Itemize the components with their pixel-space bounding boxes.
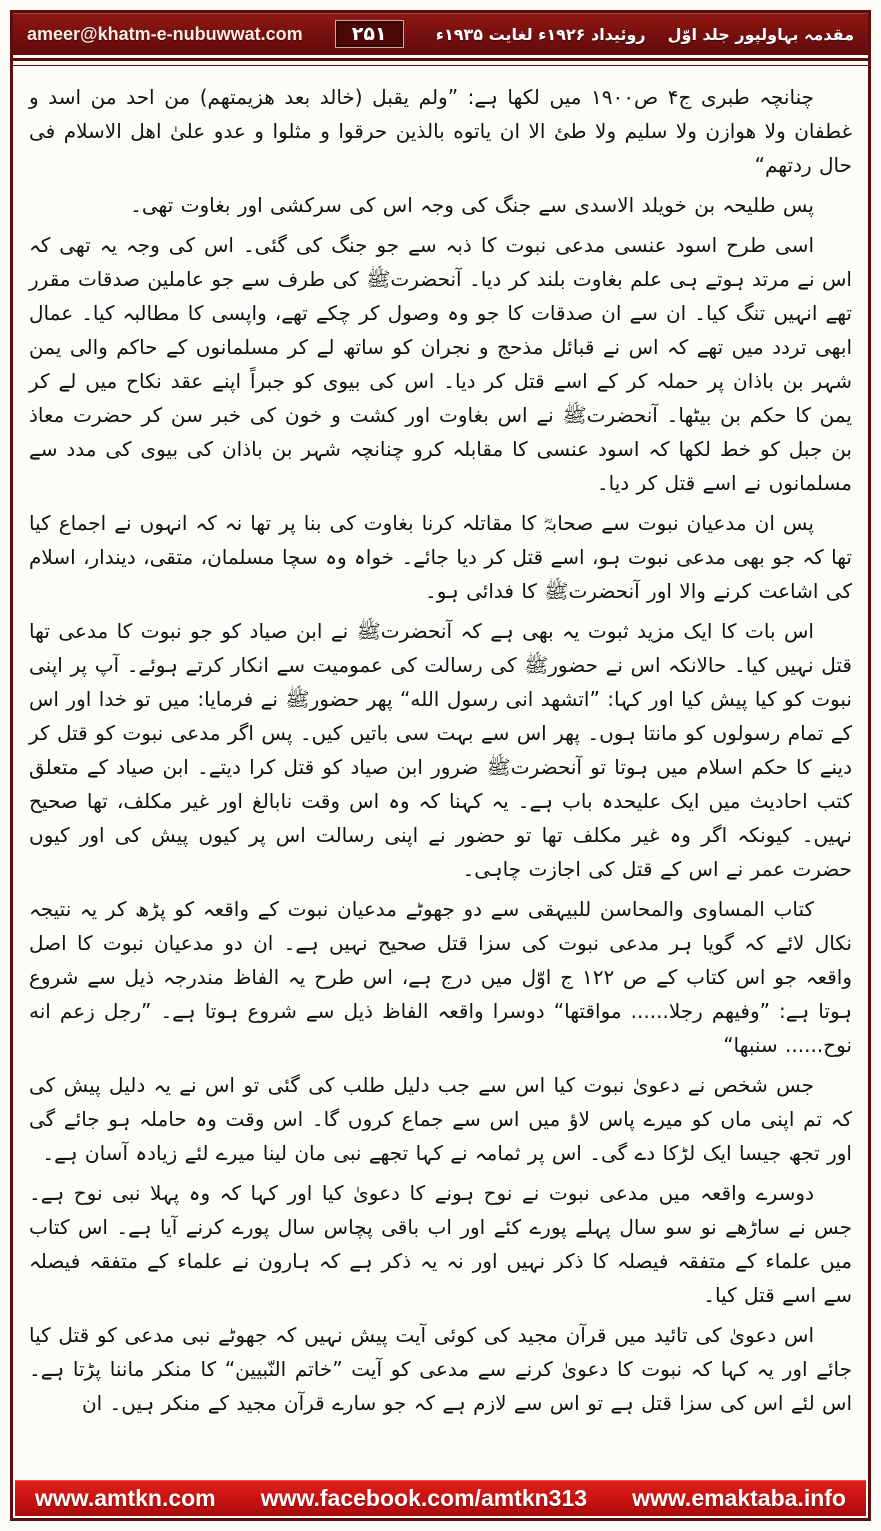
header-right-group [418, 25, 854, 44]
paragraph: اس دعویٰ کی تائید میں قرآن مجید کی کوئی آیت پیش نہیں کہ جھوٹے نبی مدعی کو قتل کیا جائے اور یہ کہا کہ نبوت کا دعویٰ کرنے سے مدعی کو آیت ”خاتم النّبیین“ کا منکر ماننا پڑتا ہے۔ اس لئے اس کی سزا قتل ہے تو اس سے لازم ہے کہ جو سارے قرآن مجید کے منکر ہیں۔ ان [29, 1323, 852, 1415]
paragraph: دوسرے واقعہ میں مدعی نبوت نے نوح ہونے کا دعویٰ کیا اور کہا کہ وہ پہلا نبی نوح ہے۔ جس نے ساڑھے نو سو سال پہلے پورے کئے اور اب باقی پچاس سال پورے کرنے آیا ہے۔ اس کتاب میں علماء کے متفقہ فیصلہ کا ذکر نہیں اور نہ یہ ذکر ہے کہ ہارون نے علماء کے متفقہ فیصلہ سے اسے قتل کیا۔ [29, 1181, 852, 1307]
paragraph: چنانچہ طبری ج۴ ص۱۹۰۰ میں لکھا ہے: ”ولم یقبل (خالد بعد هزیمتهم) من احد من اسد و غطفان ولا هوازن ولا سلیم ولا طئ الا ان یاتوه بالذین حرقوا و مثلوا و عدو علیٰ اهل الاسلام فی حال ردتهم“ [29, 85, 852, 177]
header-date-range: روئیداد ۱۹۲۶ء لغایت ۱۹۳۵ء [435, 24, 646, 44]
paragraph: جس شخص نے دعویٰ نبوت کیا اس سے جب دلیل طلب کی گئی تو اس نے یہ دلیل پیش کی کہ تم اپنی ماں کو میرے پاس لاؤ میں اس سے جماع کروں گا۔ اس وقت وہ حاملہ ہو جائے گی اور تجھ جیسا ایک لڑکا دے گی۔ اس پر ثمامہ نے کہا تجھے نبی مان لینا میرے لئے زیادہ آسان ہے۔ [29, 1073, 852, 1165]
header-email: ameer@khatm-e-nubuwwat.com [27, 23, 303, 44]
footer-link-amtkn: www.amtkn.com [35, 1484, 216, 1511]
header-bar [13, 13, 868, 55]
paragraph: پس طلیحہ بن خویلد الاسدی سے جنگ کی وجہ اس کی سرکشی اور بغاوت تھی۔ [130, 193, 814, 217]
paragraph: کتاب المساوی والمحاسن للبیہقی سے دو جھوٹے مدعیان نبوت کے واقعہ کو پڑھ کر یہ نتیجہ نکال لائے کہ گویا ہر مدعی نبوت کی سزا قتل صحیح نہیں ہے۔ ان دو مدعیان نبوت کا اصل واقعہ جو اس کتاب کے ص ۱۲۲ ج اوّل میں درج ہے، اس طرح یہ الفاظ مندرجہ ذیل سے شروع ہوتا ہے: ”وفیهم رجلا...... مواقتها“ دوسرا واقعہ الفاظ ذیل سے شروع ہوتا ہے۔ ”رجل زعم انه نوح...... سنبها“ [29, 897, 852, 1057]
footer-bar [15, 1480, 866, 1516]
footer-link-emaktaba: www.emaktaba.info [632, 1484, 846, 1511]
body-text [13, 66, 868, 1476]
body-paragraphs [29, 80, 852, 1420]
paragraph: پس ان مدعیان نبوت سے صحابہؓ کا مقاتلہ کرنا بغاوت کی بنا پر تھا نہ کہ انہوں نے اجماع کیا تھا کہ جو بھی مدعی نبوت ہو، اسے قتل کر دیا جائے۔ خواہ وہ سچا مسلمان، متقی، دیندار، اسلام کی اشاعت کرنے والا اور آنحضرتﷺ کا فدائی ہو۔ [29, 511, 852, 603]
page-border-frame [10, 10, 871, 1521]
page-number-badge: ۲۵۱ [335, 20, 404, 48]
paragraph: اسی طرح اسود عنسی مدعی نبوت کا ذبہ سے جو جنگ کی گئی۔ اس کی وجہ یہ تھی کہ اس نے مرتد ہوتے ہی علم بغاوت بلند کر دیا۔ آنحضرتﷺ کی طرف سے جو عاملین صدقات مقرر تھے انہیں تنگ کیا۔ ان سے ان صدقات کا جو وہ وصول کر چکے تھے، واپسی کا مطالبہ کیا۔ عمال ابھی تردد میں تھے کہ اس نے قبائل مذحج و نجران کو ساتھ لے کر مسلمانوں کے حاکم والی یمن شہر بن باذان پر حملہ کر کے اسے قتل کر دیا۔ اس کی بیوی کو جبراً اپنے عقد نکاح میں لے کر یمن کا حکم بن بیٹھا۔ آنحضرتﷺ نے اس بغاوت اور کشت و خون کی خبر سن کر حضرت معاذ بن جبل کو خط لکھا کہ اسود عنسی کا مقابلہ کرو چنانچہ شہر بن باذان کی بیوی کی مدد سے مسلمانوں نے اسے قتل کر دیا۔ [29, 233, 852, 495]
footer-link-facebook: www.facebook.com/amtkn313 [260, 1484, 588, 1511]
paragraph: اس بات کا ایک مزید ثبوت یہ بھی ہے کہ آنحضرتﷺ نے ابن صیاد کو جو نبوت کا مدعی تھا قتل نہیں کیا۔ حالانکہ اس نے حضورﷺ کی رسالت کی عمومیت سے انکار کرتے ہوئے۔ آپ پر اپنی نبوت کو کیا پیش کیا اور کہا: ”اتشهد انی رسول الله“ پھر حضورﷺ نے فرمایا: میں تو خدا اور اس کے تمام رسولوں کو مانتا ہوں۔ پھر اس سے بہت سی باتیں کیں۔ پس اگر مدعی نبوت کو قتل کر دینے کا حکم اسلام میں ہوتا تو آنحضرتﷺ ضرور ابن صیاد کو قتل کرا دیتے۔ ابن صیاد کے متعلق کتب احادیث میں ایک علیحدہ باب ہے۔ یہ کہنا کہ وہ اس وقت نابالغ اور غیر مکلف، تھا صحیح نہیں۔ کیونکہ اگر وہ غیر مکلف تھا تو حضور نے اپنی رسالت اس پر کیوں پیش کی اور کیوں حضرت عمر نے اس کے قتل کی اجازت چاہی۔ [29, 619, 852, 881]
header-book-title: مقدمہ بہاولپور جلد اوّل [667, 24, 854, 44]
header-separator [13, 58, 868, 66]
